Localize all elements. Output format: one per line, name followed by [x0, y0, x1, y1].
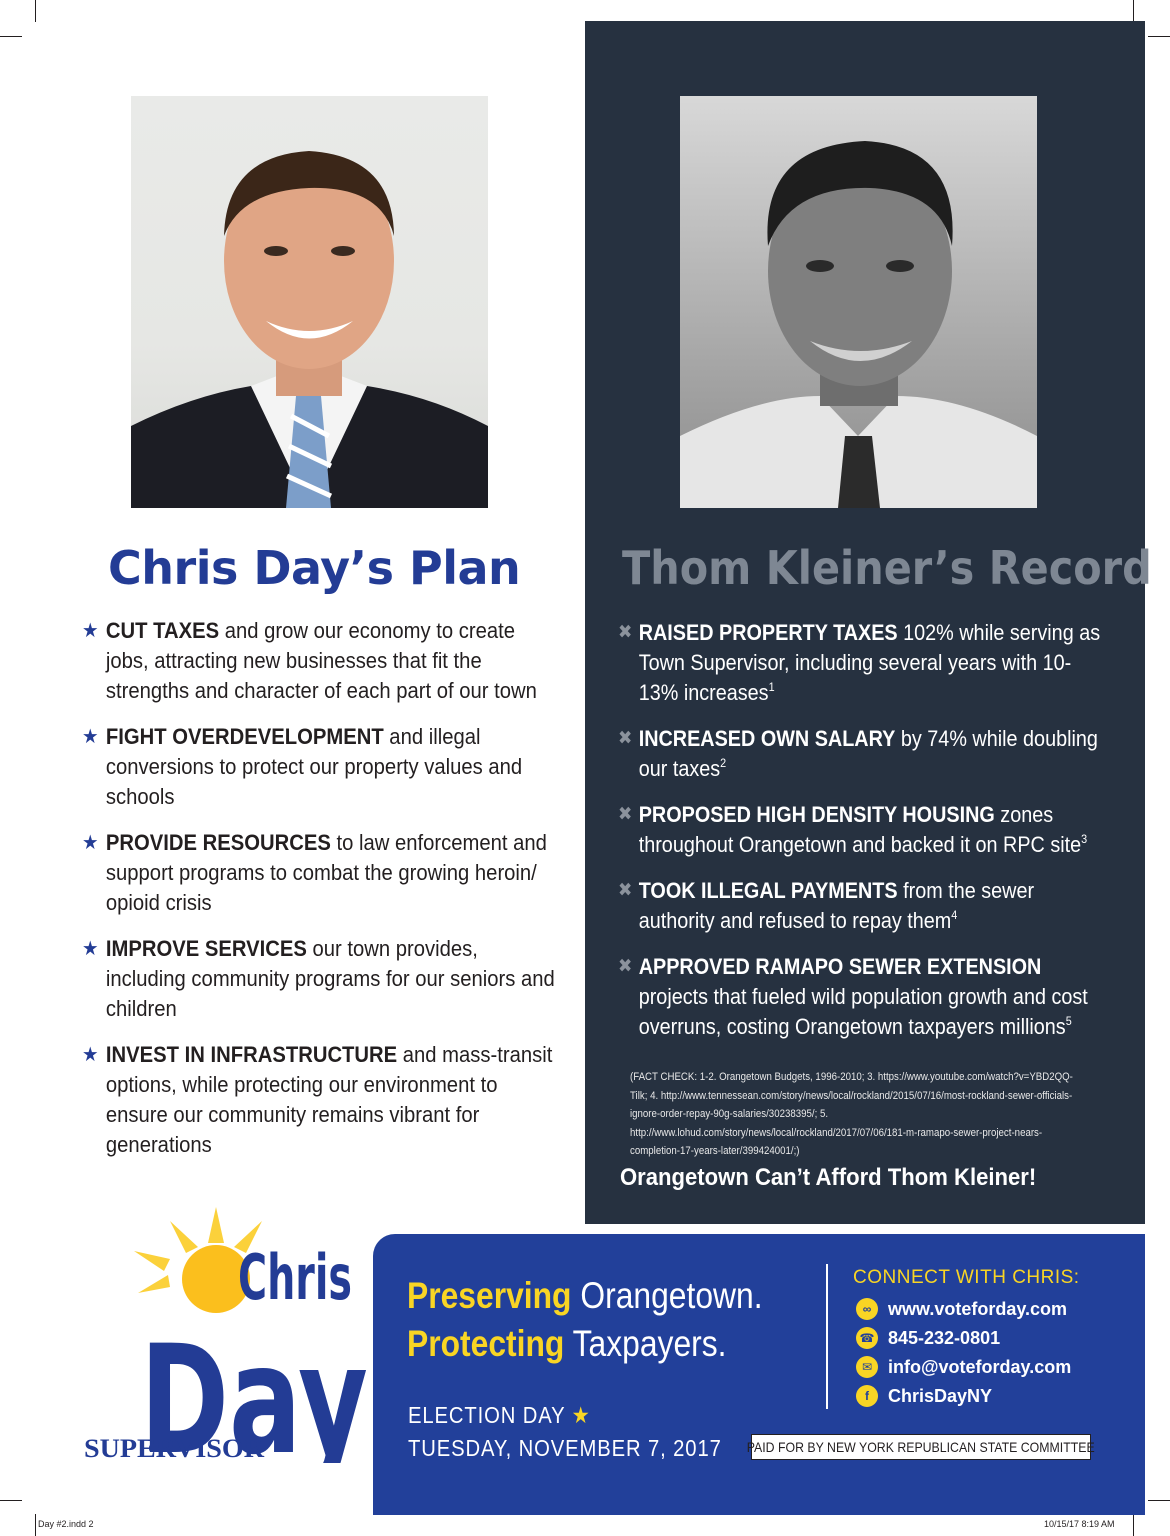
plan-list	[82, 616, 562, 1176]
crop-mark	[1148, 36, 1170, 37]
star-icon: ★	[82, 726, 99, 748]
x-icon: ✖	[618, 956, 633, 977]
star-icon: ★	[82, 832, 99, 854]
closing-headline: Orangetown Can’t Afford Thom Kleiner!	[620, 1164, 1037, 1191]
contact-email[interactable]: ✉ info@voteforday.com	[856, 1355, 1116, 1379]
list-item: ★ INVEST IN INFRASTRUCTURE and mass-transit options, while protecting our environment to ensure our community remains vibrant for generations	[82, 1042, 553, 1157]
svg-text:SUPERVISOR: SUPERVISOR	[84, 1434, 265, 1463]
star-icon: ★	[82, 1044, 99, 1066]
record-title: Thom Kleiner’s Record	[622, 541, 1152, 595]
x-icon: ✖	[618, 880, 633, 901]
svg-text:Day: Day	[140, 1314, 368, 1463]
x-icon: ✖	[618, 622, 633, 643]
chris-day-photo	[131, 96, 488, 508]
chris-day-logo	[78, 1207, 368, 1463]
list-item: ✖ PROPOSED HIGH DENSITY HOUSING zones throughout Orangetown and backed it on RPC site$^3$	[618, 802, 1088, 857]
facebook-icon: f	[856, 1385, 878, 1407]
star-icon: ★	[82, 620, 99, 642]
list-item: ✖ APPROVED RAMAPO SEWER EXTENSION projects that fueled wild population growth and cost overruns, costing Orangetown taxpayers millions$^5$	[618, 954, 1088, 1039]
star-icon: ★	[571, 1402, 591, 1428]
paid-for-disclaimer: PAID FOR BY NEW YORK REPUBLICAN STATE COMMITTEE	[751, 1434, 1091, 1460]
contact-website[interactable]: ∞ www.voteforday.com	[856, 1297, 1116, 1321]
list-item: ★ CUT TAXES and grow our economy to create jobs, attracting new businesses that fit the strengths and character of each part of our town	[82, 618, 537, 703]
fact-check: (FACT CHECK: 1-2. Orangetown Budgets, 1996-2010; 3. https://www.youtube.com/watch?v=YBD2QQ-Tilk; 4. http://www.tennessean.com/story/news/local/rockland/2015/07/16/most-rockland-sewer-officials-ignore-order-repay-90g-salaries/30238395/; 5. http://www.lohud.com/story/news/local/rockland/2017/07/06/181-m-ramapo-sewer-project-nears-completion-17-years-later/399424001/;)	[630, 1071, 1073, 1157]
election-label: ELECTION DAY ★	[408, 1402, 591, 1428]
crop-mark	[1133, 1514, 1134, 1536]
crop-mark	[0, 1500, 22, 1501]
record-list	[618, 618, 1118, 1058]
x-icon: ✖	[618, 728, 633, 749]
crop-mark	[35, 0, 36, 22]
timestamp-slug: 10/15/17 8:19 AM	[1044, 1519, 1115, 1529]
list-item: ✖ INCREASED OWN SALARY by 74% while doubling our taxes$^2$	[618, 726, 1098, 781]
star-icon: ★	[82, 938, 99, 960]
email-icon: ✉	[856, 1356, 878, 1378]
crop-mark	[1148, 1500, 1170, 1501]
phone-icon: ☎	[856, 1327, 878, 1349]
contact-phone[interactable]: ☎ 845-232-0801	[856, 1326, 1116, 1350]
list-item: ★ IMPROVE SERVICES our town provides, including community programs for our seniors and children	[82, 936, 555, 1021]
link-icon: ∞	[856, 1298, 878, 1320]
file-slug: Day #2.indd 2	[38, 1519, 94, 1529]
x-icon: ✖	[618, 804, 633, 825]
crop-mark	[1133, 0, 1134, 22]
contact-facebook[interactable]: f ChrisDayNY	[856, 1384, 1116, 1408]
connect-title: CONNECT WITH CHRIS:	[853, 1267, 1080, 1288]
list-item: ★ PROVIDE RESOURCES to law enforcement and support programs to combat the growing heroin/ opioid crisis	[82, 830, 547, 915]
list-item: ★ FIGHT OVERDEVELOPMENT and illegal conversions to protect our property values and schools	[82, 724, 523, 809]
thom-kleiner-photo	[680, 96, 1037, 508]
list-item: ✖ RAISED PROPERTY TAXES 102% while serving as Town Supervisor, including several years with 10-13% increases$^1$	[618, 620, 1101, 705]
plan-title: Chris Day’s Plan	[108, 541, 521, 595]
svg-text:Chris: Chris	[238, 1241, 352, 1314]
election-date: TUESDAY, NOVEMBER 7, 2017	[408, 1435, 722, 1461]
crop-mark	[35, 1514, 36, 1536]
list-item: ✖ TOOK ILLEGAL PAYMENTS from the sewer authority and refused to repay them$^4$	[618, 878, 1035, 933]
slogan: Preserving Orangetown. Protecting Taxpayers.	[407, 1275, 763, 1364]
divider	[826, 1264, 828, 1409]
crop-mark	[0, 36, 22, 37]
